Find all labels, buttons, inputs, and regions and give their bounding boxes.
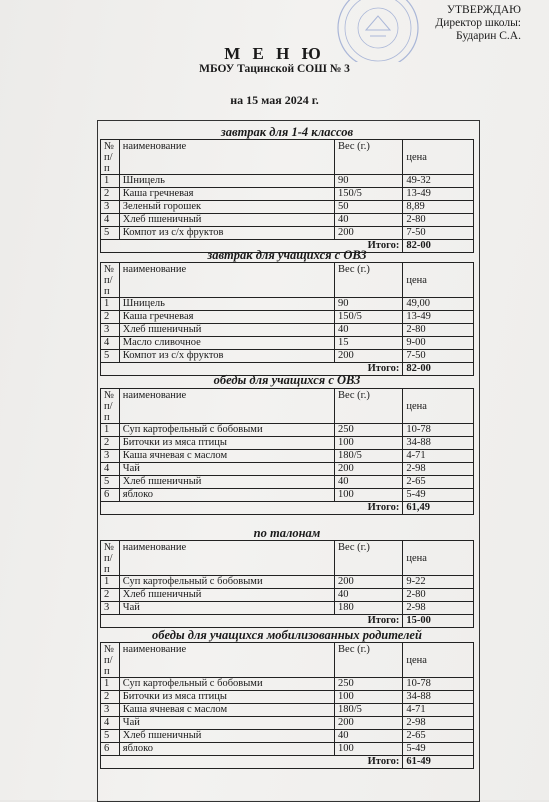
total-row [101, 502, 474, 515]
dish-name: Биточки из мяса птицы [119, 437, 334, 450]
dish-name: Каша гречневая [119, 311, 334, 324]
menu-table [100, 540, 474, 628]
col-price-header: цена [403, 389, 474, 424]
dish-name: Суп картофельный с бобовыми [119, 424, 334, 437]
dish-name: Суп картофельный с бобовыми [119, 678, 334, 691]
table-row [101, 298, 474, 311]
menu-table [100, 139, 474, 253]
row-number: 5 [101, 350, 120, 363]
total-label: Итого: [101, 756, 403, 769]
col-num-header: № п/п [101, 541, 120, 576]
approval-line: УТВЕРЖДАЮ [446, 4, 521, 16]
dish-price: 2-98 [403, 463, 474, 476]
section-title: завтрак для 1-4 классов [220, 125, 354, 139]
dish-price: 2-65 [403, 730, 474, 743]
dish-price: 2-80 [403, 324, 474, 337]
table-row [101, 214, 474, 227]
total-value: 82-00 [403, 363, 474, 376]
row-number: 3 [101, 704, 120, 717]
table-row [101, 424, 474, 437]
dish-price: 5-49 [403, 743, 474, 756]
section-title: по талонам [253, 526, 321, 540]
row-number: 4 [101, 717, 120, 730]
dish-name: Хлеб пшеничный [119, 589, 334, 602]
col-price-header: цена [403, 263, 474, 298]
dish-price: 13-49 [403, 188, 474, 201]
row-number: 3 [101, 602, 120, 615]
table-row [101, 489, 474, 502]
table-row [101, 437, 474, 450]
dish-weight: 200 [334, 350, 402, 363]
table-row [101, 476, 474, 489]
dish-name: Чай [119, 717, 334, 730]
row-number: 3 [101, 201, 120, 214]
row-number: 1 [101, 576, 120, 589]
dish-weight: 180/5 [334, 450, 402, 463]
dish-name: яблоко [119, 743, 334, 756]
row-number: 1 [101, 424, 120, 437]
menu-table [100, 262, 474, 376]
total-label: Итого: [101, 240, 403, 253]
menu-table [100, 642, 474, 769]
dish-name: Суп картофельный с бобовыми [119, 576, 334, 589]
dish-name: Компот из с/х фруктов [119, 350, 334, 363]
menu-date: на 15 мая 2024 г. [230, 93, 319, 107]
dish-weight: 200 [334, 576, 402, 589]
row-number: 2 [101, 437, 120, 450]
dish-weight: 50 [334, 201, 402, 214]
col-name-header: наименование [119, 140, 334, 175]
dish-weight: 150/5 [334, 311, 402, 324]
total-row [101, 615, 474, 628]
dish-name: Биточки из мяса птицы [119, 691, 334, 704]
row-number: 1 [101, 298, 120, 311]
table-header-row [101, 643, 474, 678]
row-number: 3 [101, 324, 120, 337]
dish-name: Шницель [119, 298, 334, 311]
dish-price: 4-71 [403, 450, 474, 463]
table-row [101, 450, 474, 463]
total-value: 61,49 [403, 502, 474, 515]
dish-name: Чай [119, 463, 334, 476]
table-header-row [101, 389, 474, 424]
dish-name: Зеленый горошек [119, 201, 334, 214]
table-row [101, 227, 474, 240]
table-row [101, 589, 474, 602]
col-name-header: наименование [119, 263, 334, 298]
row-number: 4 [101, 214, 120, 227]
approval-position: Директор школы: [435, 17, 521, 29]
dish-weight: 100 [334, 437, 402, 450]
row-number: 4 [101, 463, 120, 476]
row-number: 5 [101, 476, 120, 489]
dish-price: 5-49 [403, 489, 474, 502]
row-number: 2 [101, 589, 120, 602]
col-weight-header: Вес (г.) [334, 389, 402, 424]
dish-name: Масло сливочное [119, 337, 334, 350]
table-row [101, 463, 474, 476]
table-header-row [101, 263, 474, 298]
row-number: 6 [101, 489, 120, 502]
table-row [101, 188, 474, 201]
dish-name: Чай [119, 602, 334, 615]
dish-name: Хлеб пшеничный [119, 476, 334, 489]
table-row [101, 730, 474, 743]
table-row [101, 704, 474, 717]
dish-weight: 40 [334, 324, 402, 337]
row-number: 2 [101, 188, 120, 201]
section-title: завтрак для учащихся с ОВЗ [207, 248, 367, 262]
dish-name: Каша ячневая с маслом [119, 450, 334, 463]
dish-price: 2-80 [403, 214, 474, 227]
table-row [101, 350, 474, 363]
row-number: 5 [101, 227, 120, 240]
table-row [101, 602, 474, 615]
total-row [101, 756, 474, 769]
dish-weight: 40 [334, 589, 402, 602]
approval-block [435, 4, 521, 43]
dish-name: Каша ячневая с маслом [119, 704, 334, 717]
table-row [101, 743, 474, 756]
section-title: обеды для учащихся мобилизованных родителей [152, 628, 422, 642]
table-row [101, 337, 474, 350]
col-name-header: наименование [119, 643, 334, 678]
col-weight-header: Вес (г.) [334, 643, 402, 678]
dish-weight: 90 [334, 298, 402, 311]
dish-price: 8,89 [403, 201, 474, 214]
row-number: 5 [101, 730, 120, 743]
dish-weight: 100 [334, 489, 402, 502]
table-row [101, 678, 474, 691]
col-price-header: цена [403, 643, 474, 678]
row-number: 1 [101, 175, 120, 188]
dish-weight: 40 [334, 730, 402, 743]
table-row [101, 324, 474, 337]
col-num-header: № п/п [101, 263, 120, 298]
dish-weight: 180 [334, 602, 402, 615]
row-number: 4 [101, 337, 120, 350]
table-row [101, 311, 474, 324]
col-weight-header: Вес (г.) [334, 263, 402, 298]
dish-price: 34-88 [403, 437, 474, 450]
dish-weight: 250 [334, 424, 402, 437]
dish-weight: 40 [334, 214, 402, 227]
dish-weight: 100 [334, 743, 402, 756]
dish-price: 4-71 [403, 704, 474, 717]
dish-name: Шницель [119, 175, 334, 188]
dish-price: 2-65 [403, 476, 474, 489]
dish-weight: 200 [334, 463, 402, 476]
dish-name: Хлеб пшеничный [119, 324, 334, 337]
col-name-header: наименование [119, 389, 334, 424]
dish-weight: 100 [334, 691, 402, 704]
dish-price: 2-80 [403, 589, 474, 602]
col-name-header: наименование [119, 541, 334, 576]
dish-weight: 90 [334, 175, 402, 188]
dish-name: яблоко [119, 489, 334, 502]
menu-table [100, 388, 474, 515]
row-number: 3 [101, 450, 120, 463]
total-value: 15-00 [403, 615, 474, 628]
dish-weight: 180/5 [334, 704, 402, 717]
table-row [101, 691, 474, 704]
approval-signatory: Бударин С.А. [456, 30, 521, 42]
dish-price: 7-50 [403, 227, 474, 240]
row-number: 1 [101, 678, 120, 691]
table-row [101, 201, 474, 214]
dish-price: 13-49 [403, 311, 474, 324]
dish-weight: 250 [334, 678, 402, 691]
col-num-header: № п/п [101, 643, 120, 678]
dish-weight: 150/5 [334, 188, 402, 201]
dish-name: Хлеб пшеничный [119, 730, 334, 743]
col-price-header: цена [403, 541, 474, 576]
dish-price: 2-98 [403, 602, 474, 615]
dish-weight: 15 [334, 337, 402, 350]
col-price-header: цена [403, 140, 474, 175]
total-label: Итого: [101, 502, 403, 515]
row-number: 2 [101, 311, 120, 324]
dish-name: Компот из с/х фруктов [119, 227, 334, 240]
row-number: 6 [101, 743, 120, 756]
table-row [101, 717, 474, 730]
school-name: МБОУ Тацинской СОШ № 3 [199, 63, 350, 75]
col-num-header: № п/п [101, 389, 120, 424]
dish-price: 34-88 [403, 691, 474, 704]
row-number: 2 [101, 691, 120, 704]
dish-price: 7-50 [403, 350, 474, 363]
table-row [101, 175, 474, 188]
col-weight-header: Вес (г.) [334, 140, 402, 175]
total-label: Итого: [101, 363, 403, 376]
table-row [101, 576, 474, 589]
dish-price: 9-22 [403, 576, 474, 589]
col-weight-header: Вес (г.) [334, 541, 402, 576]
dish-price: 10-78 [403, 678, 474, 691]
menu-title: М Е Н Ю [224, 44, 325, 63]
total-value: 61-49 [403, 756, 474, 769]
dish-price: 49-32 [403, 175, 474, 188]
dish-price: 10-78 [403, 424, 474, 437]
table-header-row [101, 541, 474, 576]
dish-price: 9-00 [403, 337, 474, 350]
dish-name: Хлеб пшеничный [119, 214, 334, 227]
section-title: обеды для учащихся с ОВЗ [213, 373, 361, 387]
dish-price: 2-98 [403, 717, 474, 730]
total-label: Итого: [101, 615, 403, 628]
col-num-header: № п/п [101, 140, 120, 175]
total-value: 82-00 [403, 240, 474, 253]
dish-name: Каша гречневая [119, 188, 334, 201]
dish-weight: 200 [334, 717, 402, 730]
dish-weight: 40 [334, 476, 402, 489]
table-header-row [101, 140, 474, 175]
dish-price: 49,00 [403, 298, 474, 311]
dish-weight: 200 [334, 227, 402, 240]
